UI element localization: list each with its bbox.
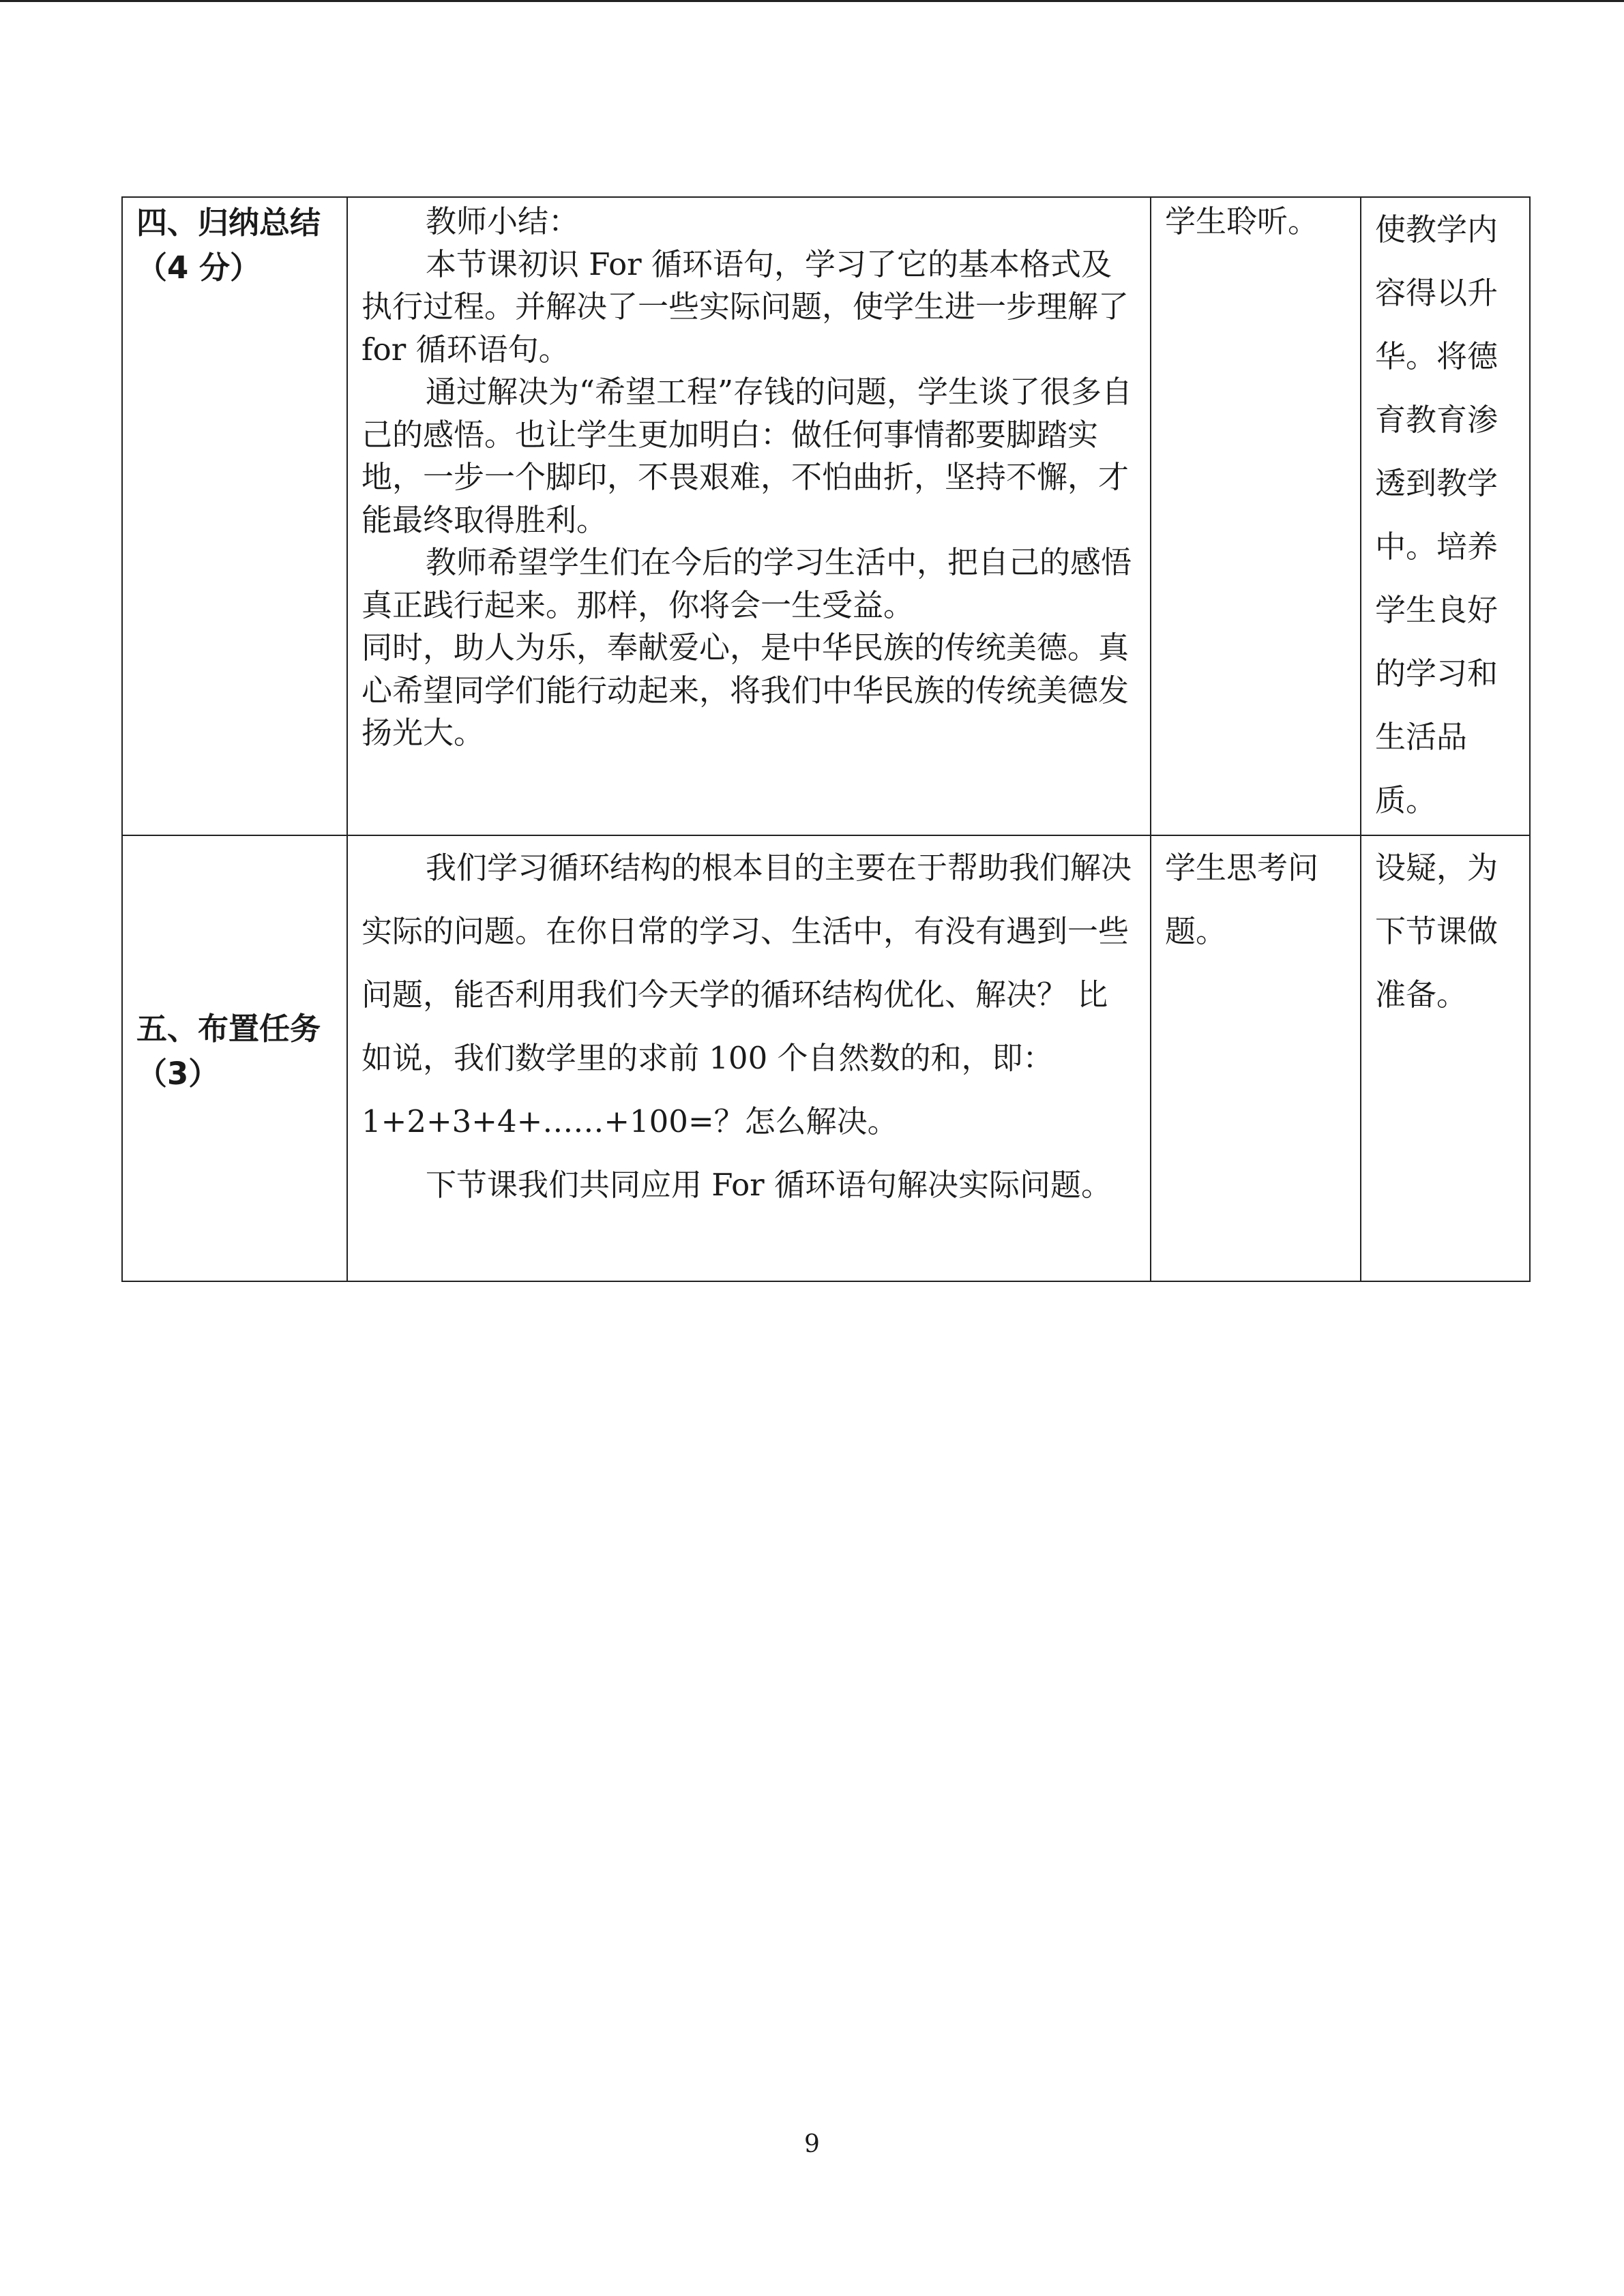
content-paragraph: 通过解决为“希望工程”存钱的问题，学生谈了很多自己的感悟。也让学生更加明白：做任何事情都要脚踏实地，一步一个脚印，不畏艰难，不怕曲折，坚持不懈，才能最终取得胜利。	[361, 374, 1133, 538]
lesson-plan-table	[121, 196, 1531, 1282]
page-number: 9	[804, 2130, 820, 2158]
teacher-activity-cell	[347, 197, 1151, 835]
content-paragraph: 下节课我们共同应用 For 循环语句解决实际问题。	[426, 1167, 1112, 1203]
student-activity-cell: 学生聆听。	[1151, 197, 1361, 835]
design-purpose-cell: 设疑，为下节课做准备。	[1361, 835, 1530, 1281]
table-row	[122, 835, 1530, 1281]
content-paragraph: 教师希望学生们在今后的学习生活中，把自己的感悟真正践行起来。那样，你将会一生受益。	[361, 544, 1132, 623]
teacher-activity-cell	[347, 835, 1151, 1281]
stage-cell: 四、归纳总结（4 分）	[122, 197, 347, 835]
table-row	[122, 197, 1530, 835]
design-purpose-cell: 使教学内容得以升华。将德育教育渗透到教学中。培养学生良好的学习和生活品质。	[1361, 197, 1530, 835]
top-border	[0, 0, 1624, 2]
content-paragraph: 同时，助人为乐，奉献爱心，是中华民族的传统美德。真心希望同学们能行动起来，将我们中华民族的传统美德发扬光大。	[361, 629, 1130, 751]
content-paragraph: 本节课初识 For 循环语句，学习了它的基本格式及执行过程。并解决了一些实际问题，使学生进一步理解了 for 循环语句。	[361, 245, 1130, 368]
student-activity-cell: 学生思考问题。	[1151, 835, 1361, 1281]
content-paragraph: 我们学习循环结构的根本目的主要在于帮助我们解决实际的问题。在你日常的学习、生活中，有没有遇到一些问题，能否利用我们今天学的循环结构优化、解决？ 比如说，我们数学里的求前 100 个自然数的和，即：1+2+3+4+……+100=？怎么解决。	[361, 850, 1132, 1139]
content-paragraph: 教师小结：	[426, 203, 580, 239]
stage-cell: 五、布置任务（3）	[122, 835, 347, 1281]
